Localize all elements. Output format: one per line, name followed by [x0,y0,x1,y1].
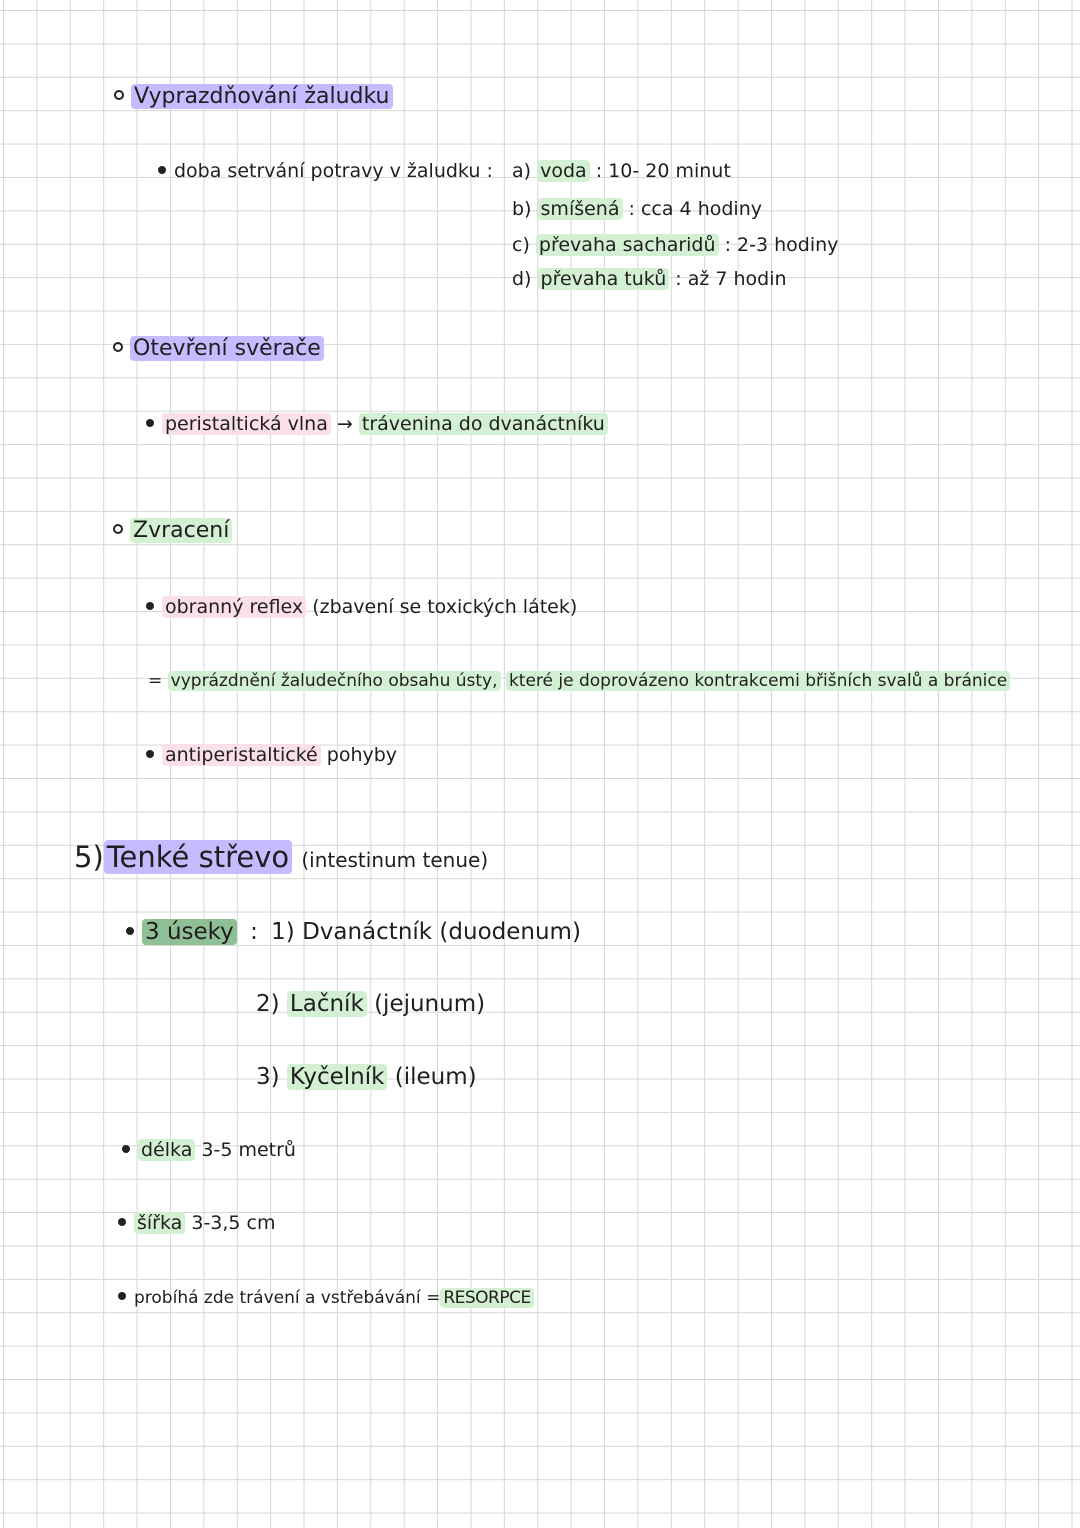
parts-label: 3 úseky [142,919,237,945]
bullet-icon [113,342,123,352]
item-value: až 7 hodin [687,268,787,290]
antiperistaltic-line [146,742,397,768]
colon: : [250,919,258,945]
bullet-icon [158,166,166,174]
width-label: šířka [134,1212,185,1234]
section-vyprazdnovani-heading [114,84,393,110]
definition-part-b: které je doprovázeno kontrakcemi břišních svalů a bránice [506,671,1010,691]
length-value: 3-5 metrů [201,1139,296,1161]
part-latin: (jejunum) [374,991,486,1017]
item-letter: c) [512,234,530,256]
definition-line [148,668,1010,694]
part-2 [256,991,485,1017]
bullet-icon [122,1145,130,1153]
antiperistaltic-term: antiperistaltické [162,744,321,766]
retention-label: doba setrvání potravy v žaludku [174,160,481,182]
reflex-line [146,594,577,620]
section-number: 5) [74,840,104,874]
part-latin: (ileum) [394,1064,477,1090]
antiperistaltic-rest: pohyby [326,744,398,766]
parts-line [126,919,581,945]
width-value: 3-3,5 cm [191,1212,276,1234]
section-tenke-strevo-heading [74,839,488,878]
section-title: Zvracení [130,518,232,543]
equals-sign: = [426,1288,441,1308]
bullet-icon [118,1218,126,1226]
section-latin: (intestinum tenue) [301,848,489,872]
part-name: Kyčelník [287,1064,388,1090]
item-value: cca 4 hodiny [640,198,762,220]
bullet-icon [146,750,154,758]
part-name: Lačník [287,991,367,1017]
item-name: voda [537,160,590,182]
item-name: převaha sacharidů [536,234,719,256]
section-title: Vyprazdňování žaludku [131,84,393,109]
reflex-note: (zbavení se toxických látek) [312,596,578,618]
retention-line [158,158,493,184]
bullet-icon [146,419,154,427]
item-name: převaha tuků [538,268,670,290]
length-line [122,1137,296,1163]
item-value: 10- 20 minut [608,160,731,182]
bullet-icon [118,1292,126,1300]
retention-item-c: c) převaha sacharidů : 2-3 hodiny [512,234,839,256]
process-term: RESORPCE [440,1288,533,1308]
item-letter: b) [512,198,532,220]
item-name: smíšená [538,198,623,220]
bullet-icon [113,524,123,534]
definition-part-a: vyprázdnění žaludečního obsahu ústy, [168,671,501,691]
equals-sign: = [148,671,163,691]
process-text: probíhá zde trávení a vstřebávání [134,1288,421,1308]
part-latin: (duodenum) [439,919,581,945]
arrow-icon: → [336,413,353,435]
colon: : [486,160,493,182]
section-title: Otevření svěrače [130,336,324,361]
retention-item-d: d) převaha tuků : až 7 hodin [512,268,787,290]
peristaltic-result: trávenina do dvanáctníku [359,413,608,435]
section-sverac-heading [113,336,324,362]
bullet-icon [146,602,154,610]
retention-item-a: a) voda : 10- 20 minut [512,160,731,182]
section-zvraceni-heading [113,518,232,544]
part-number: 1) [271,919,295,945]
item-value: 2-3 hodiny [737,234,839,256]
peristaltic-wave: peristaltická vlna [162,413,331,435]
item-letter: a) [512,160,532,182]
item-letter: d) [512,268,532,290]
process-line [118,1285,534,1311]
part-3 [256,1064,477,1090]
width-line [118,1210,276,1236]
bullet-icon [126,927,134,935]
part-number: 3) [256,1064,280,1090]
part-name: Dvanáctník [302,919,433,945]
peristaltic-line [146,411,608,437]
length-label: délka [138,1139,195,1161]
retention-item-b: b) smíšená : cca 4 hodiny [512,198,762,220]
part-number: 2) [256,991,280,1017]
section-title: Tenké střevo [104,840,292,874]
bullet-icon [114,90,124,100]
reflex-term: obranný reflex [162,596,306,618]
